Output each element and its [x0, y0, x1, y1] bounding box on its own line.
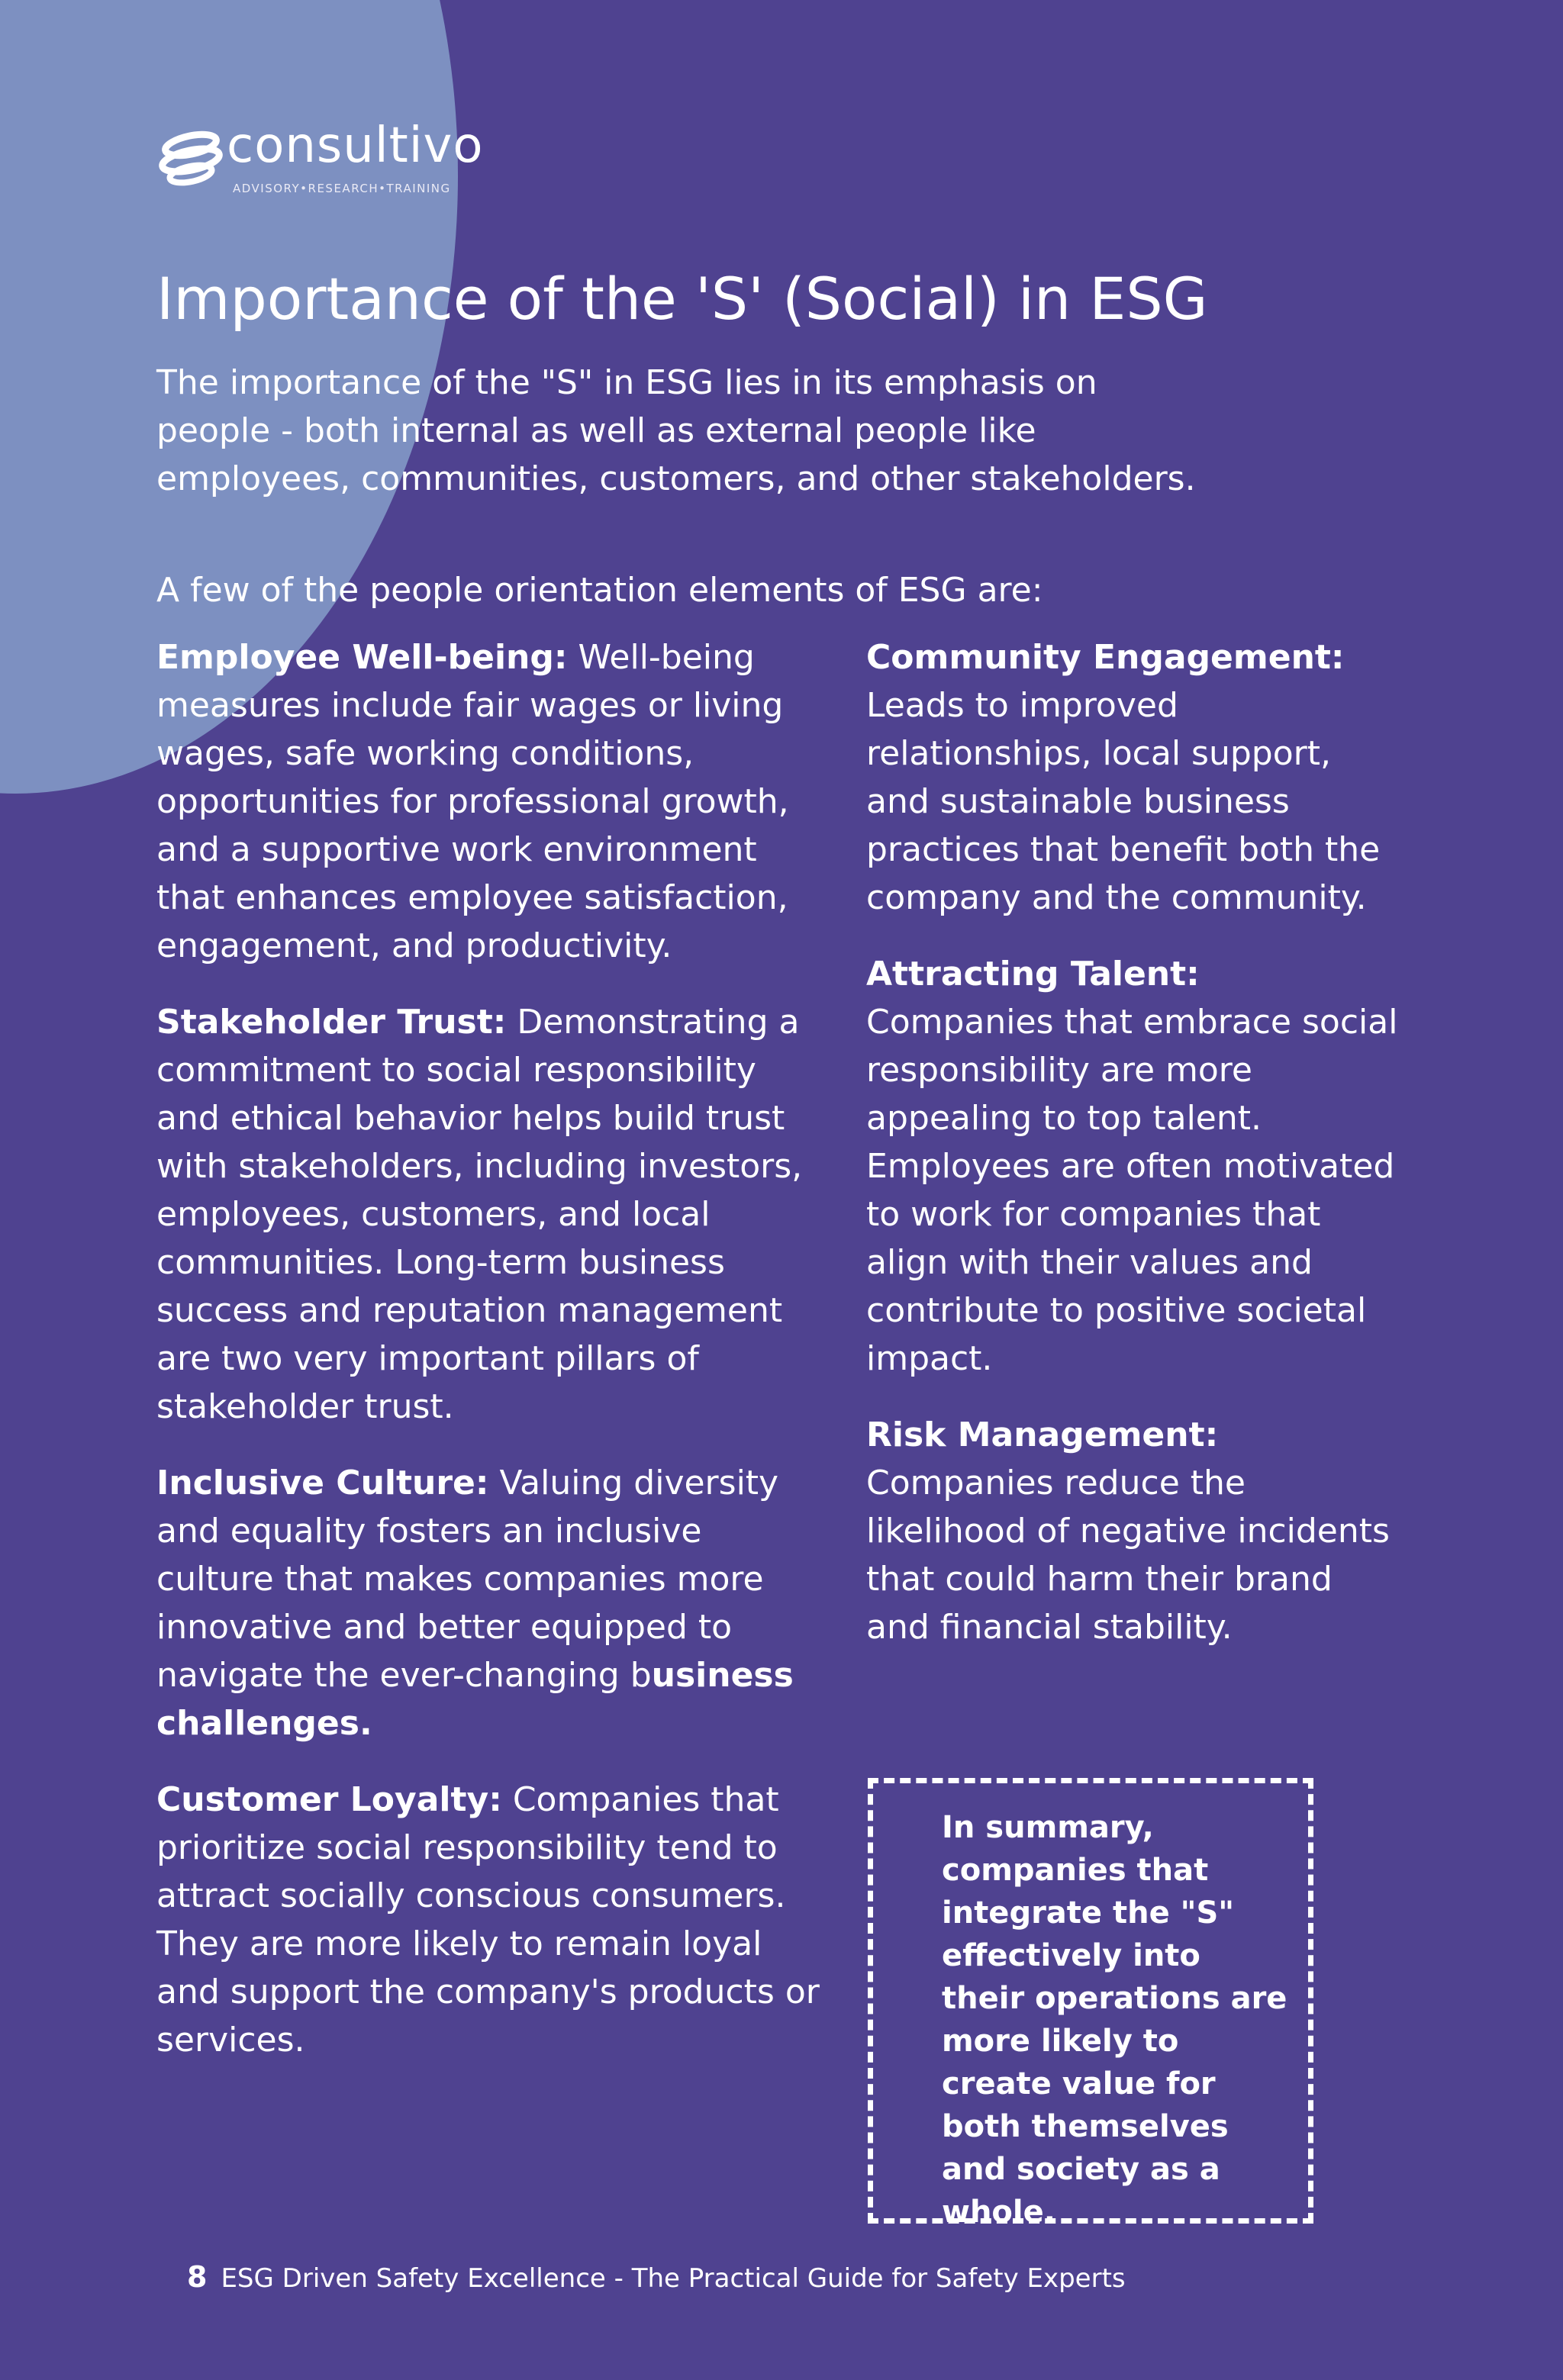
summary-text: In summary, companies that integrate the "S" effectively into their operations are more likely to create value for both themselves and society as a whole. [942, 1810, 1287, 2230]
intro-paragraph: The importance of the "S" in ESG lies in its emphasis on people - both internal as well as external people like employees, communities, customers, and other stakeholders. [156, 363, 1196, 498]
element-body: Valuing diversity and equality fosters an inclusive culture that makes companies more innovative and better equipped to navigate the ever-changing b [156, 1464, 779, 1695]
element-heading: Inclusive Culture: [156, 1464, 489, 1502]
right-column [866, 633, 1400, 1680]
element-heading: Employee Well-being: [156, 638, 568, 677]
element-body: Leads to improved relationships, local support, and sustainable business practices that benefit both the company and the community. [866, 686, 1381, 917]
summary-callout [868, 1778, 1313, 2230]
element-heading: Community Engagement: [866, 638, 1345, 677]
left-column [156, 633, 828, 2092]
element-body-bold-tail: usiness challenges. [156, 1656, 794, 1743]
element-heading: Attracting Talent: [866, 955, 1200, 994]
element-body: Companies that prioritize social responsibility tend to attract socially conscious consumers. They are more likely to remain loyal and support the company's products or services. [156, 1780, 820, 2060]
element-risk-management [866, 1411, 1400, 1651]
element-stakeholder-trust [156, 998, 828, 1431]
element-heading: Stakeholder Trust: [156, 1003, 507, 1042]
footer-text: ESG Driven Safety Excellence - The Practical Guide for Safety Experts [221, 2263, 1126, 2294]
element-body: Well-being measures include fair wages or living wages, safe working conditions, opportunities for professional growth, and a supportive work environment that enhances employee satisfaction, engagement, and productivity. [156, 638, 789, 965]
element-heading: Risk Management: [866, 1415, 1219, 1454]
element-body: Companies that embrace social responsibility are more appealing to top talent. Employees are often motivated to work for companies that align with their values and contribute to positive societal impact. [866, 1003, 1398, 1378]
element-body: Companies reduce the likelihood of negative incidents that could harm their brand and financial stability. [866, 1464, 1390, 1647]
page-title: Importance of the 'S' (Social) in ESG [156, 265, 1208, 333]
page-footer [187, 2259, 1408, 2297]
element-body: Demonstrating a commitment to social responsibility and ethical behavior helps build trust with stakeholders, including investors, employees, customers, and local communities. Long-term business success and reputation management are two very important pillars of stakeholder trust. [156, 1003, 803, 1426]
element-community-engagement [866, 633, 1400, 922]
element-customer-loyalty [156, 1776, 828, 2064]
element-employee-wellbeing [156, 633, 828, 970]
globe-swirl-icon [156, 122, 225, 191]
page-number: 8 [187, 2260, 208, 2294]
logo-tagline: ADVISORY•RESEARCH•TRAINING [233, 182, 451, 195]
logo-wordmark: consultivo [227, 118, 484, 174]
element-inclusive-culture [156, 1459, 828, 1747]
element-heading: Customer Loyalty: [156, 1780, 502, 1819]
consultivo-logo [156, 118, 484, 206]
lead-sentence: A few of the people orientation elements of ESG are: [156, 571, 1043, 610]
element-attracting-talent [866, 950, 1400, 1383]
